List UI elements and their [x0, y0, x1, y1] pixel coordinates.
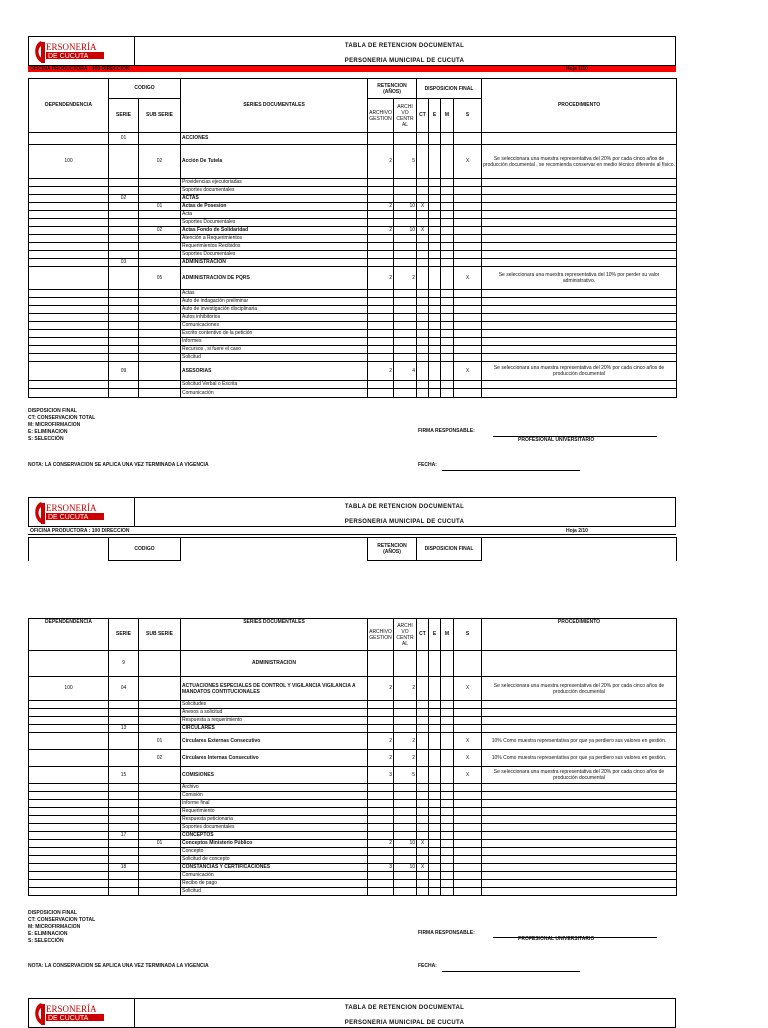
procedimiento-cell: Se seleccionara una muestra representativa del 20% por cada cinco años de producción documental — [482, 677, 677, 701]
col-s: S — [454, 99, 482, 133]
series-cell: Soportes Documentales — [181, 219, 368, 227]
procedimiento-cell: Se seleccionara una muestra representativa del 20% por cada cinco años de producción documental , se recomienda conservar en medio técnico diferente al físico. — [482, 145, 677, 179]
series-cell: Comisión — [181, 792, 368, 800]
document-subtitle: PERSONERIA MUNICIPAL DE CUCUTA — [344, 519, 465, 525]
procedimiento-cell: Se seleccionara una muestra representativa del 10% por perder su valor administrativo. — [482, 267, 677, 290]
series-cell: Concepto — [181, 848, 368, 856]
col-subserie: SUB SERIE — [139, 99, 181, 133]
document-subtitle: PERSONERIA MUNICIPAL DE CUCUTA — [344, 1020, 465, 1026]
archivo-central-cell: 2 — [394, 267, 417, 290]
logo-text-1: ERSONERÍA — [46, 503, 97, 513]
col-procedimiento: PROCEDIMIENTO — [482, 79, 677, 133]
serie-cell: 9 — [109, 651, 139, 677]
col-dependencia: DEPENDENDENCIA — [29, 79, 109, 133]
series-cell: Auto de indagación preliminar — [181, 298, 368, 306]
serie-cell: 18 — [109, 864, 139, 872]
col-archivo-gestion: ARCHIVO GESTION — [368, 99, 394, 133]
series-cell: COMISIONES — [181, 767, 368, 784]
series-cell: Atención a Requerimientos — [181, 235, 368, 243]
col-e: E — [429, 619, 441, 651]
series-cell: CIRCULARES — [181, 725, 368, 733]
logo-text-1: ERSONERÍA — [46, 42, 97, 52]
firma-label: FIRMA RESPONSABLE: — [418, 428, 475, 434]
sheet-number: Hoja 1/10 — [566, 66, 588, 72]
series-cell: CONCEPTOS — [181, 832, 368, 840]
series-cell: Requerimientos Recibidos — [181, 243, 368, 251]
profesional-label: PROFESIONAL UNIVERSITARIO — [518, 437, 595, 443]
sheet-number: Hoja 2/10 — [566, 528, 588, 534]
archivo-gestion-cell: 2 — [368, 203, 394, 211]
series-cell: Soportes Documentales — [181, 251, 368, 259]
subserie-cell: 01 — [139, 203, 181, 211]
series-cell: Circulares Externas Consecutivo — [181, 733, 368, 750]
subserie-cell: 01 — [139, 840, 181, 848]
series-cell: ADMINISTRACION — [181, 259, 368, 267]
series-cell: Respuesta a requerimiento — [181, 717, 368, 725]
series-cell: Comunicaciones — [181, 322, 368, 330]
office-label: OFICINA PRODUCTORA : 100 DIRECCION — [30, 66, 130, 72]
procedimiento-cell: 10% Como muestra representativa por que ya perdiero sus valores en gestión. — [482, 733, 677, 750]
logo-text-2: DE CÚCUTA — [48, 1015, 89, 1022]
series-cell: ACCIONES — [181, 133, 368, 145]
series-cell: Soportes documentales — [181, 187, 368, 195]
archivo-gestion-cell: 2 — [368, 750, 394, 767]
archivo-gestion-cell: 2 — [368, 677, 394, 701]
col-series: SERIES DOCUMENTALES — [181, 619, 368, 651]
series-cell: Anexos a solicitud — [181, 709, 368, 717]
series-cell: Respuesta peticionaria — [181, 816, 368, 824]
series-cell: Solicitud — [181, 888, 368, 896]
col-serie: SERIE — [109, 619, 139, 651]
series-cell: ADMINISTRACION DE PQRS — [181, 267, 368, 290]
series-cell: ADMINISTRACION — [181, 651, 368, 677]
ct-cell: X — [417, 864, 429, 872]
s-cell: X — [454, 677, 482, 701]
series-cell: Comunicación — [181, 872, 368, 880]
archivo-central-cell: 10 — [394, 227, 417, 235]
archivo-gestion-cell: 2 — [368, 227, 394, 235]
archivo-central-cell: 2 — [394, 677, 417, 701]
legend-m: M: MICROFIRMACION — [28, 422, 81, 428]
col-retencion: RETENCION (AÑOS) — [368, 79, 417, 99]
series-cell: Autos inhibitorios — [181, 314, 368, 322]
archivo-central-cell: 5 — [394, 767, 417, 784]
series-cell: Providencias ejecutoriadas — [181, 179, 368, 187]
col-m: M — [441, 619, 454, 651]
archivo-central-cell: 10 — [394, 203, 417, 211]
series-cell: CONSTANCIAS Y CERTIFICACIONES — [181, 864, 368, 872]
archivo-gestion-cell: 2 — [368, 145, 394, 179]
legend-s: S: SELECCIÓN — [28, 436, 64, 442]
subserie-cell: 02 — [139, 750, 181, 767]
series-cell: Informe final — [181, 800, 368, 808]
legend-m: M: MICROFIRMACION — [28, 924, 81, 930]
archivo-central-cell: 2 — [394, 733, 417, 750]
s-cell: X — [454, 767, 482, 784]
series-cell: Archivo — [181, 784, 368, 792]
series-cell: ACTUACIONES ESPECIALES DE CONTROL Y VIGILANCIA VIGILANCIA A MANDATOS CONTITUCIONALES — [181, 677, 368, 701]
s-cell: X — [454, 267, 482, 290]
archivo-central-cell: 2 — [394, 750, 417, 767]
series-cell: Requerimiento — [181, 808, 368, 816]
col-series: SERIES DOCUMENTALES — [181, 79, 368, 133]
ct-cell: X — [417, 227, 429, 235]
s-cell: X — [454, 733, 482, 750]
series-cell: Actas de Posesion — [181, 203, 368, 211]
col-procedimiento: PROCEDIMIENTO — [482, 619, 677, 651]
series-cell: Circulares Internas Consecutivo — [181, 750, 368, 767]
serie-cell: 04 — [109, 677, 139, 701]
archivo-gestion-cell: 3 — [368, 864, 394, 872]
archivo-gestion-cell: 2 — [368, 840, 394, 848]
serie-cell: 03 — [109, 259, 139, 267]
series-cell: Conceptos Ministerio Público — [181, 840, 368, 848]
legend-e: E: ELIMINACION — [28, 429, 68, 435]
col-archivo-central: ARCHI VO CENTR AL — [394, 619, 417, 651]
subserie-cell: 02 — [139, 227, 181, 235]
col-serie: SERIE — [109, 99, 139, 133]
archivo-central-cell: 5 — [394, 145, 417, 179]
series-cell: Actas — [181, 290, 368, 298]
series-cell: Solicitud Verbal o Escrita — [181, 381, 368, 389]
col-disposicion: DISPOSICION FINAL — [417, 79, 482, 99]
series-cell: ASESORIAS — [181, 362, 368, 381]
col-e: E — [429, 99, 441, 133]
office-label: OFICINA PRODUCTORA : 100 DIRECCION — [30, 528, 130, 534]
col-retencion: RETENCION (AÑOS) — [368, 538, 417, 561]
series-cell: Solicitud de concepto — [181, 856, 368, 864]
col-ct: CT — [417, 619, 429, 651]
serie-cell: 17 — [109, 832, 139, 840]
series-cell: Solicitud — [181, 354, 368, 362]
legend-title: DISPOSICION FINAL — [28, 408, 77, 414]
fecha-label: FECHA: — [418, 462, 437, 468]
series-cell: Solicitudes — [181, 701, 368, 709]
col-m: M — [441, 99, 454, 133]
col-codigo: CODIGO — [109, 79, 181, 99]
s-cell: X — [454, 362, 482, 381]
document-title: TABLA DE RETENCION DOCUMENTAL — [344, 43, 465, 49]
footer-note: NOTA: LA CONSERVACION SE APLICA UNA VEZ TERMINADA LA VIGENCIA — [28, 963, 209, 969]
dependencia-cell: 100 — [29, 145, 109, 179]
document-title: TABLA DE RETENCION DOCUMENTAL — [344, 504, 465, 510]
series-cell: Acta — [181, 211, 368, 219]
archivo-central-cell: 10 — [394, 864, 417, 872]
legend-s: S: SELECCIÓN — [28, 938, 64, 944]
fecha-label: FECHA: — [418, 963, 437, 969]
col-archivo-gestion: ARCHIVO GESTION — [368, 619, 394, 651]
footer-note: NOTA: LA CONSERVACION SE APLICA UNA VEZ TERMINADA LA VIGENCIA — [28, 462, 209, 468]
document-title: TABLA DE RETENCION DOCUMENTAL — [344, 1005, 465, 1011]
series-cell: Auto de investigación disciplinaria — [181, 306, 368, 314]
archivo-gestion-cell: 2 — [368, 733, 394, 750]
col-ct: CT — [417, 99, 429, 133]
procedimiento-cell: Se seleccionara una muestra representativa del 20% por cada cinco años de producción documental — [482, 767, 677, 784]
dependencia-cell: 100 — [29, 677, 109, 701]
archivo-gestion-cell: 2 — [368, 267, 394, 290]
legend-title: DISPOSICION FINAL — [28, 910, 77, 916]
serie-cell: 09 — [109, 362, 139, 381]
subserie-cell: 05 — [139, 267, 181, 290]
series-cell: Comunicación — [181, 389, 368, 398]
document-subtitle: PERSONERIA MUNICIPAL DE CUCUTA — [344, 58, 465, 64]
series-cell: Acción De Tutela — [181, 145, 368, 179]
series-cell: ACTAS — [181, 195, 368, 203]
legend-ct: CT: CONSERVACION TOTAL — [28, 415, 96, 421]
profesional-label: PROFESIONAL UNIVERSITARIO — [518, 936, 595, 942]
ct-cell: X — [417, 203, 429, 211]
col-s: S — [454, 619, 482, 651]
series-cell: Soportes documentales — [181, 824, 368, 832]
archivo-central-cell: 10 — [394, 840, 417, 848]
series-cell: Actas Fondo de Solidaridad — [181, 227, 368, 235]
series-cell: Recibo de pago — [181, 880, 368, 888]
legend-ct: CT: CONSERVACION TOTAL — [28, 917, 96, 923]
archivo-gestion-cell: 3 — [368, 767, 394, 784]
serie-cell: 02 — [109, 195, 139, 203]
series-cell: Escrito contentivo de la petición — [181, 330, 368, 338]
serie-cell: 13 — [109, 725, 139, 733]
series-cell: Recursos , si fuere el caso — [181, 346, 368, 354]
col-codigo: CODIGO — [109, 538, 181, 561]
logo-text-2: DE CÚCUTA — [48, 53, 89, 60]
col-dependencia: DEPENDENDENCIA — [29, 619, 109, 651]
serie-cell: 01 — [109, 133, 139, 145]
s-cell: X — [454, 145, 482, 179]
subserie-cell: 02 — [139, 145, 181, 179]
series-cell: Informes — [181, 338, 368, 346]
procedimiento-cell: Se seleccionara una muestra representativa del 20% por cada cinco años de producción documental — [482, 362, 677, 381]
serie-cell: 15 — [109, 767, 139, 784]
subserie-cell: 01 — [139, 733, 181, 750]
procedimiento-cell: 10% Como muestra representativa por que ya perdiero sus valores en gestión. — [482, 750, 677, 767]
logo-text-1: ERSONERÍA — [46, 1004, 97, 1014]
ct-cell: X — [417, 840, 429, 848]
col-disposicion: DISPOSICION FINAL — [417, 538, 482, 561]
archivo-central-cell: 4 — [394, 362, 417, 381]
s-cell: X — [454, 750, 482, 767]
archivo-gestion-cell: 2 — [368, 362, 394, 381]
logo-text-2: DE CÚCUTA — [48, 514, 89, 521]
col-archivo-central: ARCHI VO CENTR AL — [394, 99, 417, 133]
legend-e: E: ELIMINACION — [28, 931, 68, 937]
firma-label: FIRMA RESPONSABLE: — [418, 930, 475, 936]
col-subserie: SUB SERIE — [139, 619, 181, 651]
